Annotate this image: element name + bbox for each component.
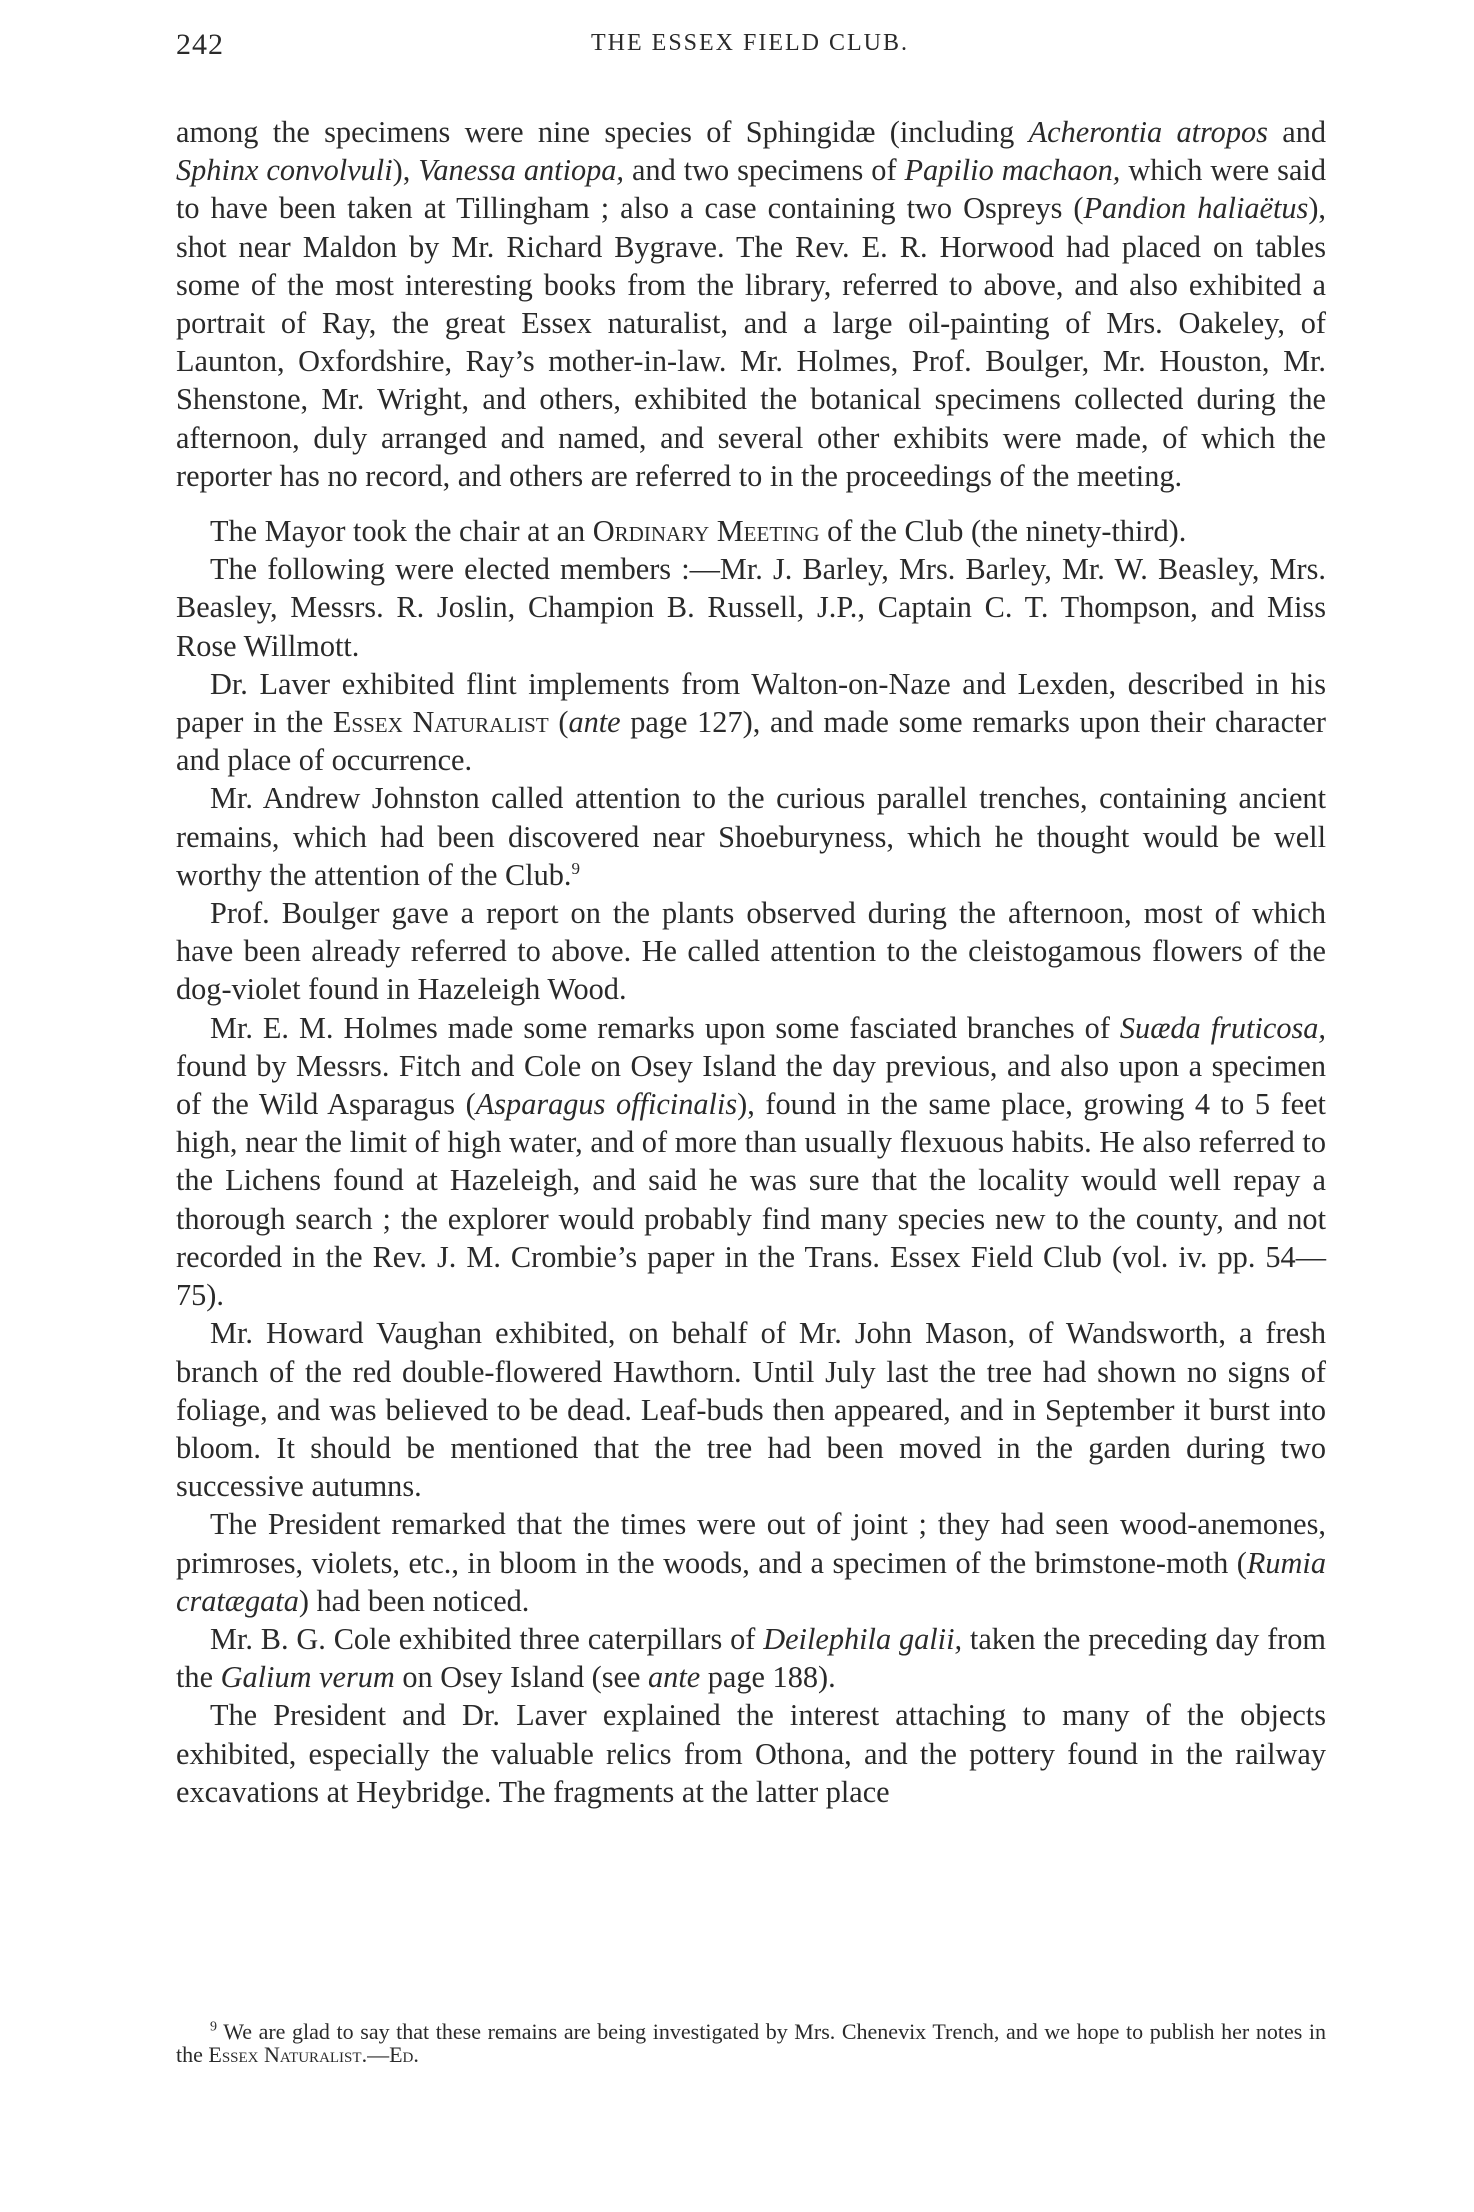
text-run: The President remarked that the times were out of joint ; they had seen wood-anemones, primroses, violets, etc., in bloom in the woods, and a specimen of the brimstone-moth ( <box>176 1507 1326 1580</box>
text-run: page 188). <box>700 1660 836 1695</box>
text-run: The following were elected members :—Mr. J. Barley, Mrs. Barley, Mr. W. Beasley, Mrs. Beasley, Messrs. R. Joslin, Champion B. Russell, J.P., Captain C. T. Thompson, and Miss Rose Willmott. <box>176 552 1326 663</box>
text-run: .— <box>361 2042 390 2067</box>
paragraph-continuation <box>176 113 1326 495</box>
footnote-reference: 9 <box>571 858 580 878</box>
text-run: The President and Dr. Laver explained the interest attaching to many of the objects exhibited, especially the valuable relics from Othona, and the pottery found in the railway excavations at Heybridge. The fragments at the latter place <box>176 1698 1326 1809</box>
text-run: on Osey Island (see <box>394 1660 649 1695</box>
italic-text: Sphinx convolvuli <box>176 153 393 188</box>
italic-text: Asparagus officinalis <box>475 1087 738 1122</box>
text-run: of the Club (the ninety-third). <box>819 514 1187 549</box>
italic-text: ante <box>648 1660 701 1695</box>
italic-text: Deilephila galii, <box>763 1621 963 1656</box>
text-run: Prof. Boulger gave a report on the plants observed during the afternoon, most of which have been already referred to above. He called attention to the cleistogamous flowers of the dog-violet found in Hazeleigh Wood. <box>176 896 1326 1007</box>
text-run: The Mayor took the chair at an <box>210 514 593 549</box>
italic-text: Suæda fruticosa, <box>1119 1010 1326 1045</box>
paragraph-ordinary-meeting <box>176 512 1326 550</box>
page-header <box>176 28 1324 78</box>
small-caps-text: Ed <box>389 2042 414 2067</box>
small-caps-text: Ordinary Meeting <box>592 514 820 549</box>
paragraph-vaughan-hawthorn <box>176 1314 1326 1505</box>
text-run: ) had been noticed. <box>298 1583 530 1618</box>
paragraph-laver-flints <box>176 665 1326 780</box>
paragraph-johnston-trenches <box>176 779 1326 894</box>
text-run: taken the preceding day from the <box>176 1621 1326 1695</box>
text-run: among the specimens were nine species of Sphingidæ (including <box>176 115 1029 149</box>
footnote-body <box>176 2019 1326 2067</box>
text-run: and <box>1267 115 1327 149</box>
paragraph-boulger-report <box>176 894 1326 1009</box>
text-run: ), shot near Maldon by Mr. Richard Bygrave. The Rev. E. R. Horwood had placed on tables some of the most interesting books from the library, referred to above, and also exhibited a portrait of Ray, the great Essex naturalist, and a large oil-painting of Mrs. Oakeley, of Launton, Oxfordshire, Ray’s mother-in-law. Mr. Holmes, Prof. Boulger, Mr. Houston, Mr. Shenstone, Mr. Wright, and others, exhibited the botanical specimens collected during the afternoon, duly arranged and named, and several other exhibits were made, of which the reporter has no record, and others are referred to in the proceedings of the meeting. <box>176 191 1326 493</box>
italic-text: Pandion haliaëtus <box>1083 191 1309 226</box>
text-run: page 127), and made some remarks upon their character and place of occurrence. <box>176 705 1326 778</box>
running-head: THE ESSEX FIELD CLUB. <box>591 30 909 56</box>
text-run: ( <box>548 705 569 740</box>
text-run: Dr. Laver exhibited flint implements from Walton-on-Naze and Lexden, described in his paper in the <box>176 666 1326 740</box>
paragraph-cole-caterpillars <box>176 1620 1326 1696</box>
body-text <box>176 113 1326 1811</box>
paragraph-elected-members <box>176 550 1326 665</box>
italic-text: Papilio machaon, <box>904 153 1121 188</box>
footnote <box>176 2020 1326 2066</box>
text-run: We are glad to say that these remains are being investigated by Mrs. Chenevix Trench, and we hope to publish her notes in the <box>176 2019 1326 2067</box>
paragraph-holmes-remarks <box>176 1009 1326 1315</box>
text-run: found by Messrs. Fitch and Cole on Osey Island the day previous, and also upon a specimen of the Wild Asparagus ( <box>176 1048 1326 1122</box>
text-run: ), found in the same place, growing 4 to 5 feet high, near the limit of high water, and of more than usually flexuous habits. He also referred to the Lichens found at Hazeleigh, and said he was sure that the locality would well repay a thorough search ; the explorer would probably find many species new to the county, and not recorded in the Rev. J. M. Crombie’s paper in the Trans. Essex Field Club (vol. iv. pp. 54—75). <box>176 1087 1326 1313</box>
italic-text: Acherontia atropos <box>1028 115 1268 149</box>
text-run: Mr. E. M. Holmes made some remarks upon some fasciated branches of <box>210 1010 1120 1045</box>
text-run: Mr. Andrew Johnston called attention to the curious parallel trenches, containing ancient remains, which had been discovered near Shoeburyness, which he thought would be well worthy the attention of the Club. <box>176 781 1326 892</box>
italic-text: ante <box>568 705 621 740</box>
text-run: Mr. Howard Vaughan exhibited, on behalf of Mr. John Mason, of Wandsworth, a fresh branch of the red double-flowered Hawthorn. Until July last the tree had shown no signs of foliage, and was believed to be dead. Leaf-buds then appeared, and in September it burst into bloom. It should be mentioned that the tree had been moved in the garden during two successive autumns. <box>176 1316 1326 1504</box>
page-number: 242 <box>176 28 224 61</box>
text-run: which were said to have been taken at Tillingham ; also a case containing two Ospreys ( <box>176 153 1326 226</box>
italic-text: Galium verum <box>220 1660 395 1695</box>
italic-text: Rumia cratægata <box>176 1545 1326 1618</box>
paragraph-president-remark <box>176 1505 1326 1620</box>
footnote-marker: 9 <box>210 2019 217 2035</box>
text-run: . <box>413 2042 419 2067</box>
italic-text: Vanessa antiopa, <box>418 153 625 188</box>
small-caps-text: Essex Naturalist <box>332 705 549 740</box>
footnote-text <box>176 2020 1326 2066</box>
text-run: Mr. B. G. Cole exhibited three caterpillars of <box>210 1621 764 1656</box>
small-caps-text: Essex Naturalist <box>208 2042 362 2067</box>
text-run: and two specimens of <box>624 153 905 188</box>
paragraph-president-laver <box>176 1696 1326 1811</box>
text-run: ), <box>392 153 419 188</box>
